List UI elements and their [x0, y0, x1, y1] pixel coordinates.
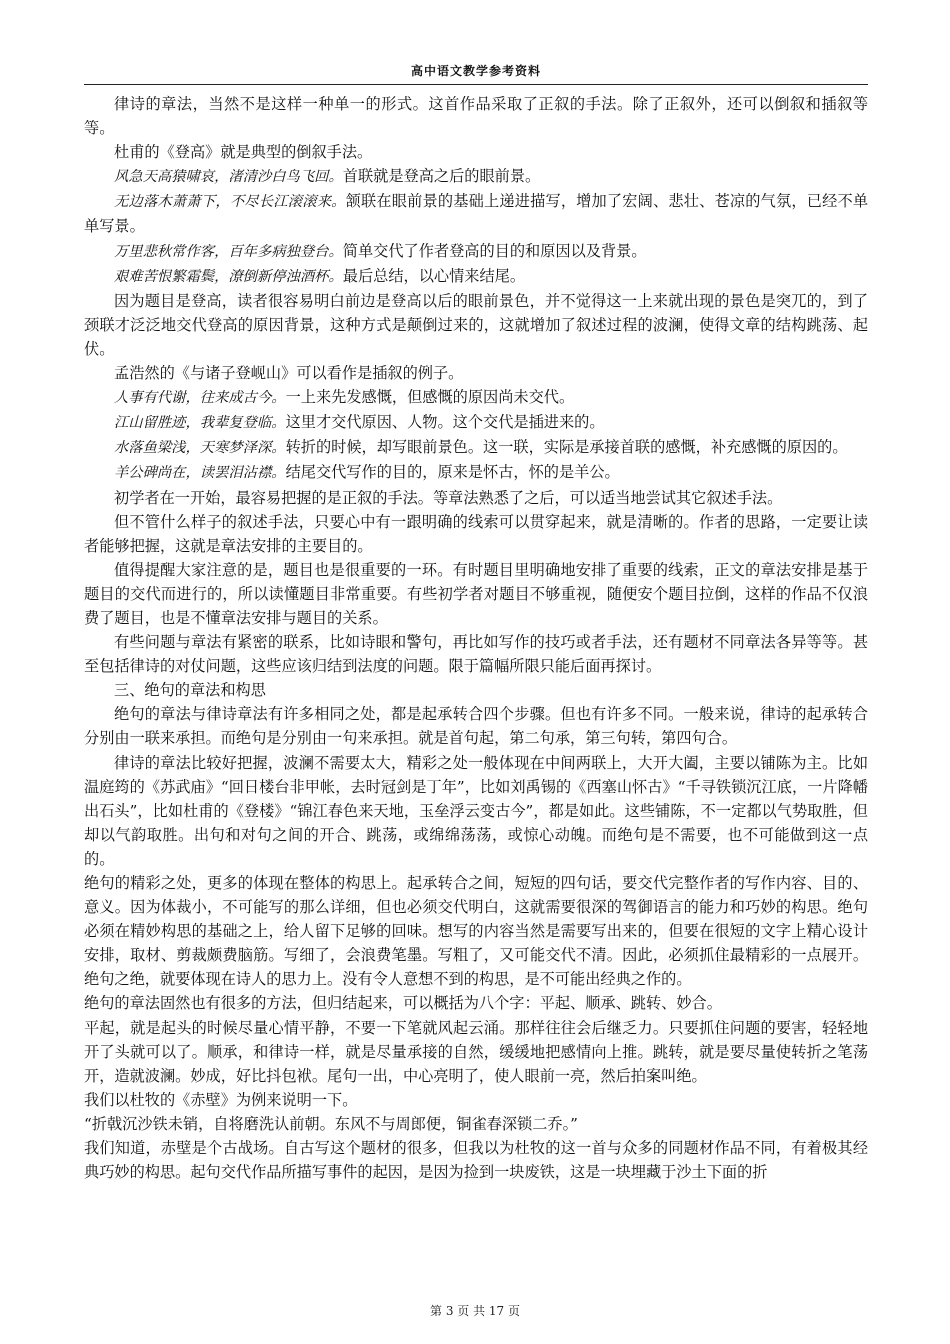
- poem-line: 水落鱼梁浅，天寒梦泽深。: [114, 440, 286, 457]
- poem-line: 无边落木萧萧下，不尽长江滚滚来。: [114, 194, 346, 211]
- commentary: 颔联在眼前景的基础上递进描写，增加了宏阔、悲壮、苍凉的气氛，已经不单单写景。: [84, 192, 869, 236]
- paragraph: 有些问题与章法有紧密的联系，比如诗眼和警句，再比如写作的技巧或者手法，还有题材不同章法各异等等。甚至包括律诗的对仗问题，这些应该归结到法度的问题。限于篇幅所限只能后面再探讨。: [84, 633, 868, 676]
- poem-paragraph: [84, 410, 868, 435]
- paragraph: 绝句的章法与律诗章法有许多相同之处，都是起承转合四个步骤。但也有许多不同。一般来说，律诗的起承转合分别由一联来承担。而绝句是分别由一句来承担。就是首句起，第二句承，第三句转，第四句合。: [84, 705, 868, 748]
- poem-line: 人事有代谢，往来成古今。: [114, 390, 286, 407]
- paragraph: 我们以杜牧的《赤壁》为例来说明一下。: [84, 1090, 358, 1109]
- poem-line: 风急天高猿啸哀，渚清沙白鸟飞回。: [114, 169, 343, 186]
- poem-paragraph: [84, 164, 868, 189]
- paragraph: 初学者在一开始，最容易把握的是正叙的手法。等章法熟悉了之后，可以适当地尝试其它叙述手法。: [114, 488, 783, 507]
- paragraph: 值得提醒大家注意的是，题目也是很重要的一环。有时题目里明确地安排了重要的线索，正文的章法安排是基于题目的交代而进行的，所以读懂题目非常重要。有些初学者对题目不够重视，随便安个题目拉倒，这样的作品不仅浪费了题目，也是不懂章法安排与题目的关系。: [84, 560, 868, 627]
- paragraph: 杜甫的《登高》就是典型的倒叙手法。: [114, 143, 373, 162]
- poem-line: 江山留胜迹，我辈复登临。: [114, 415, 286, 432]
- poem-paragraph: [84, 435, 868, 460]
- poem-quote: “折戟沉沙铁未销，自将磨洗认前朝。东风不与周郎便，铜雀春深锁二乔。”: [84, 1114, 578, 1133]
- poem-paragraph: [84, 239, 868, 264]
- poem-line: 万里悲秋常作客，百年多病独登台。: [114, 243, 343, 260]
- commentary: 最后总结，以心情来结尾。: [342, 266, 525, 285]
- commentary: 这里才交代原因、人物。这个交代是插进来的。: [285, 413, 605, 432]
- document-body: [84, 92, 868, 1184]
- paragraph: 因为题目是登高，读者很容易明白前边是登高以后的眼前景色，并不觉得这一上来就出现的景色是突兀的，到了颈联才泛泛地交代登高的原因背景，这种方式是颠倒过来的，这就增加了叙述过程的波澜，使得文章的结构跳荡、起伏。: [84, 291, 868, 358]
- paragraph: 我们知道，赤壁是个古战场。自古写这个题材的很多，但我以为杜牧的这一首与众多的同题材作品不同，有着极其经典巧妙的构思。起句交代作品所描写事件的起因，是因为捡到一块废铁，这是一块埋藏于沙土下面的折: [84, 1139, 868, 1182]
- poem-paragraph: [84, 460, 868, 485]
- commentary: 简单交代了作者登高的目的和原因以及背景。: [342, 241, 647, 260]
- paragraph: 孟浩然的《与诸子登岘山》可以看作是插叙的例子。: [114, 364, 464, 383]
- paragraph: 平起，就是起头的时候尽量心情平静，不要一下笔就风起云涌。那样往往会后继乏力。只要抓住问题的要害，轻轻地开了头就可以了。顺承，和律诗一样，就是尽量承接的自然，缓缓地把感情向上推。跳转，就是要尽量使转折之笔荡开，造就波澜。妙成，好比抖包袱。尾句一出，中心亮明了，使人眼前一亮，然后拍案叫绝。: [84, 1018, 868, 1085]
- poem-line: 羊公碑尚在，读罢泪沾襟。: [114, 465, 286, 482]
- page-header: 高中语文教学参考资料: [410, 64, 541, 78]
- commentary: 首联就是登高之后的眼前景。: [342, 167, 541, 186]
- commentary: 转折的时候，却写眼前景色。这一联，实际是承接首联的感慨，补充感慨的原因的。: [285, 438, 848, 457]
- section-heading: 三、绝句的章法和构思: [114, 681, 266, 700]
- paragraph: 律诗的章法比较好把握，波澜不需要太大，精彩之处一般体现在中间两联上，大开大阖，主要以铺陈为主。比如温庭筠的《苏武庙》“回日楼台非甲帐，去时冠剑是丁年”，比如刘禹锡的《西塞山怀古》“千寻铁锁沉江底，一片降幡出石头”，比如杜甫的《登楼》“锦江春色来天地，玉垒浮云变古今”，都是如此。这些铺陈，不一定都以气势取胜，但却以气韵取胜。出句和对句之间的开合、跳荡，或绵绵荡荡，或惊心动魄。而绝句是不需要，也不可能做到这一点的。: [84, 753, 868, 868]
- poem-paragraph: [84, 385, 868, 410]
- poem-paragraph: [84, 189, 868, 238]
- header-divider: [84, 84, 868, 85]
- paragraph: 律诗的章法，当然不是这样一种单一的形式。这首作品采取了正叙的手法。除了正叙外，还可以倒叙和插叙等等。: [84, 95, 868, 138]
- page-number: 第 3 页 共 17 页: [430, 1304, 520, 1318]
- paragraph: 绝句的章法固然也有很多的方法，但归结起来，可以概括为八个字：平起、顺承、跳转、妙合。: [84, 994, 722, 1013]
- commentary: 一上来先发感慨，但感慨的原因尚未交代。: [285, 388, 575, 407]
- commentary: 结尾交代写作的目的，原来是怀古，怀的是羊公。: [285, 463, 620, 482]
- paragraph: 绝句的精彩之处，更多的体现在整体的构思上。起承转合之间，短短的四句话，要交代完整作者的写作内容、目的、意义。因为体裁小，不可能写的那么详细，但也必须交代明白，这就需要很深的驾御语言的能力和巧妙的构思。绝句必须在精妙构思的基础之上，给人留下足够的回味。想写的内容当然是需要写出来的，但要在很短的文字上精心设计安排，取材、剪裁颇费脑筋。写细了，会浪费笔墨。写粗了，又可能交代不清。因此，必须抓住最精彩的一点展开。绝句之绝，就要体现在诗人的思力上。没有令人意想不到的构思，是不可能出经典之作的。: [84, 874, 868, 989]
- poem-paragraph: [84, 264, 868, 289]
- paragraph: 但不管什么样子的叙述手法，只要心中有一跟明确的线索可以贯穿起来，就是清晰的。作者的思路，一定要让读者能够把握，这就是章法安排的主要目的。: [84, 512, 868, 555]
- poem-line: 艰难苦恨繁霜鬓，潦倒新停浊酒杯。: [114, 268, 343, 285]
